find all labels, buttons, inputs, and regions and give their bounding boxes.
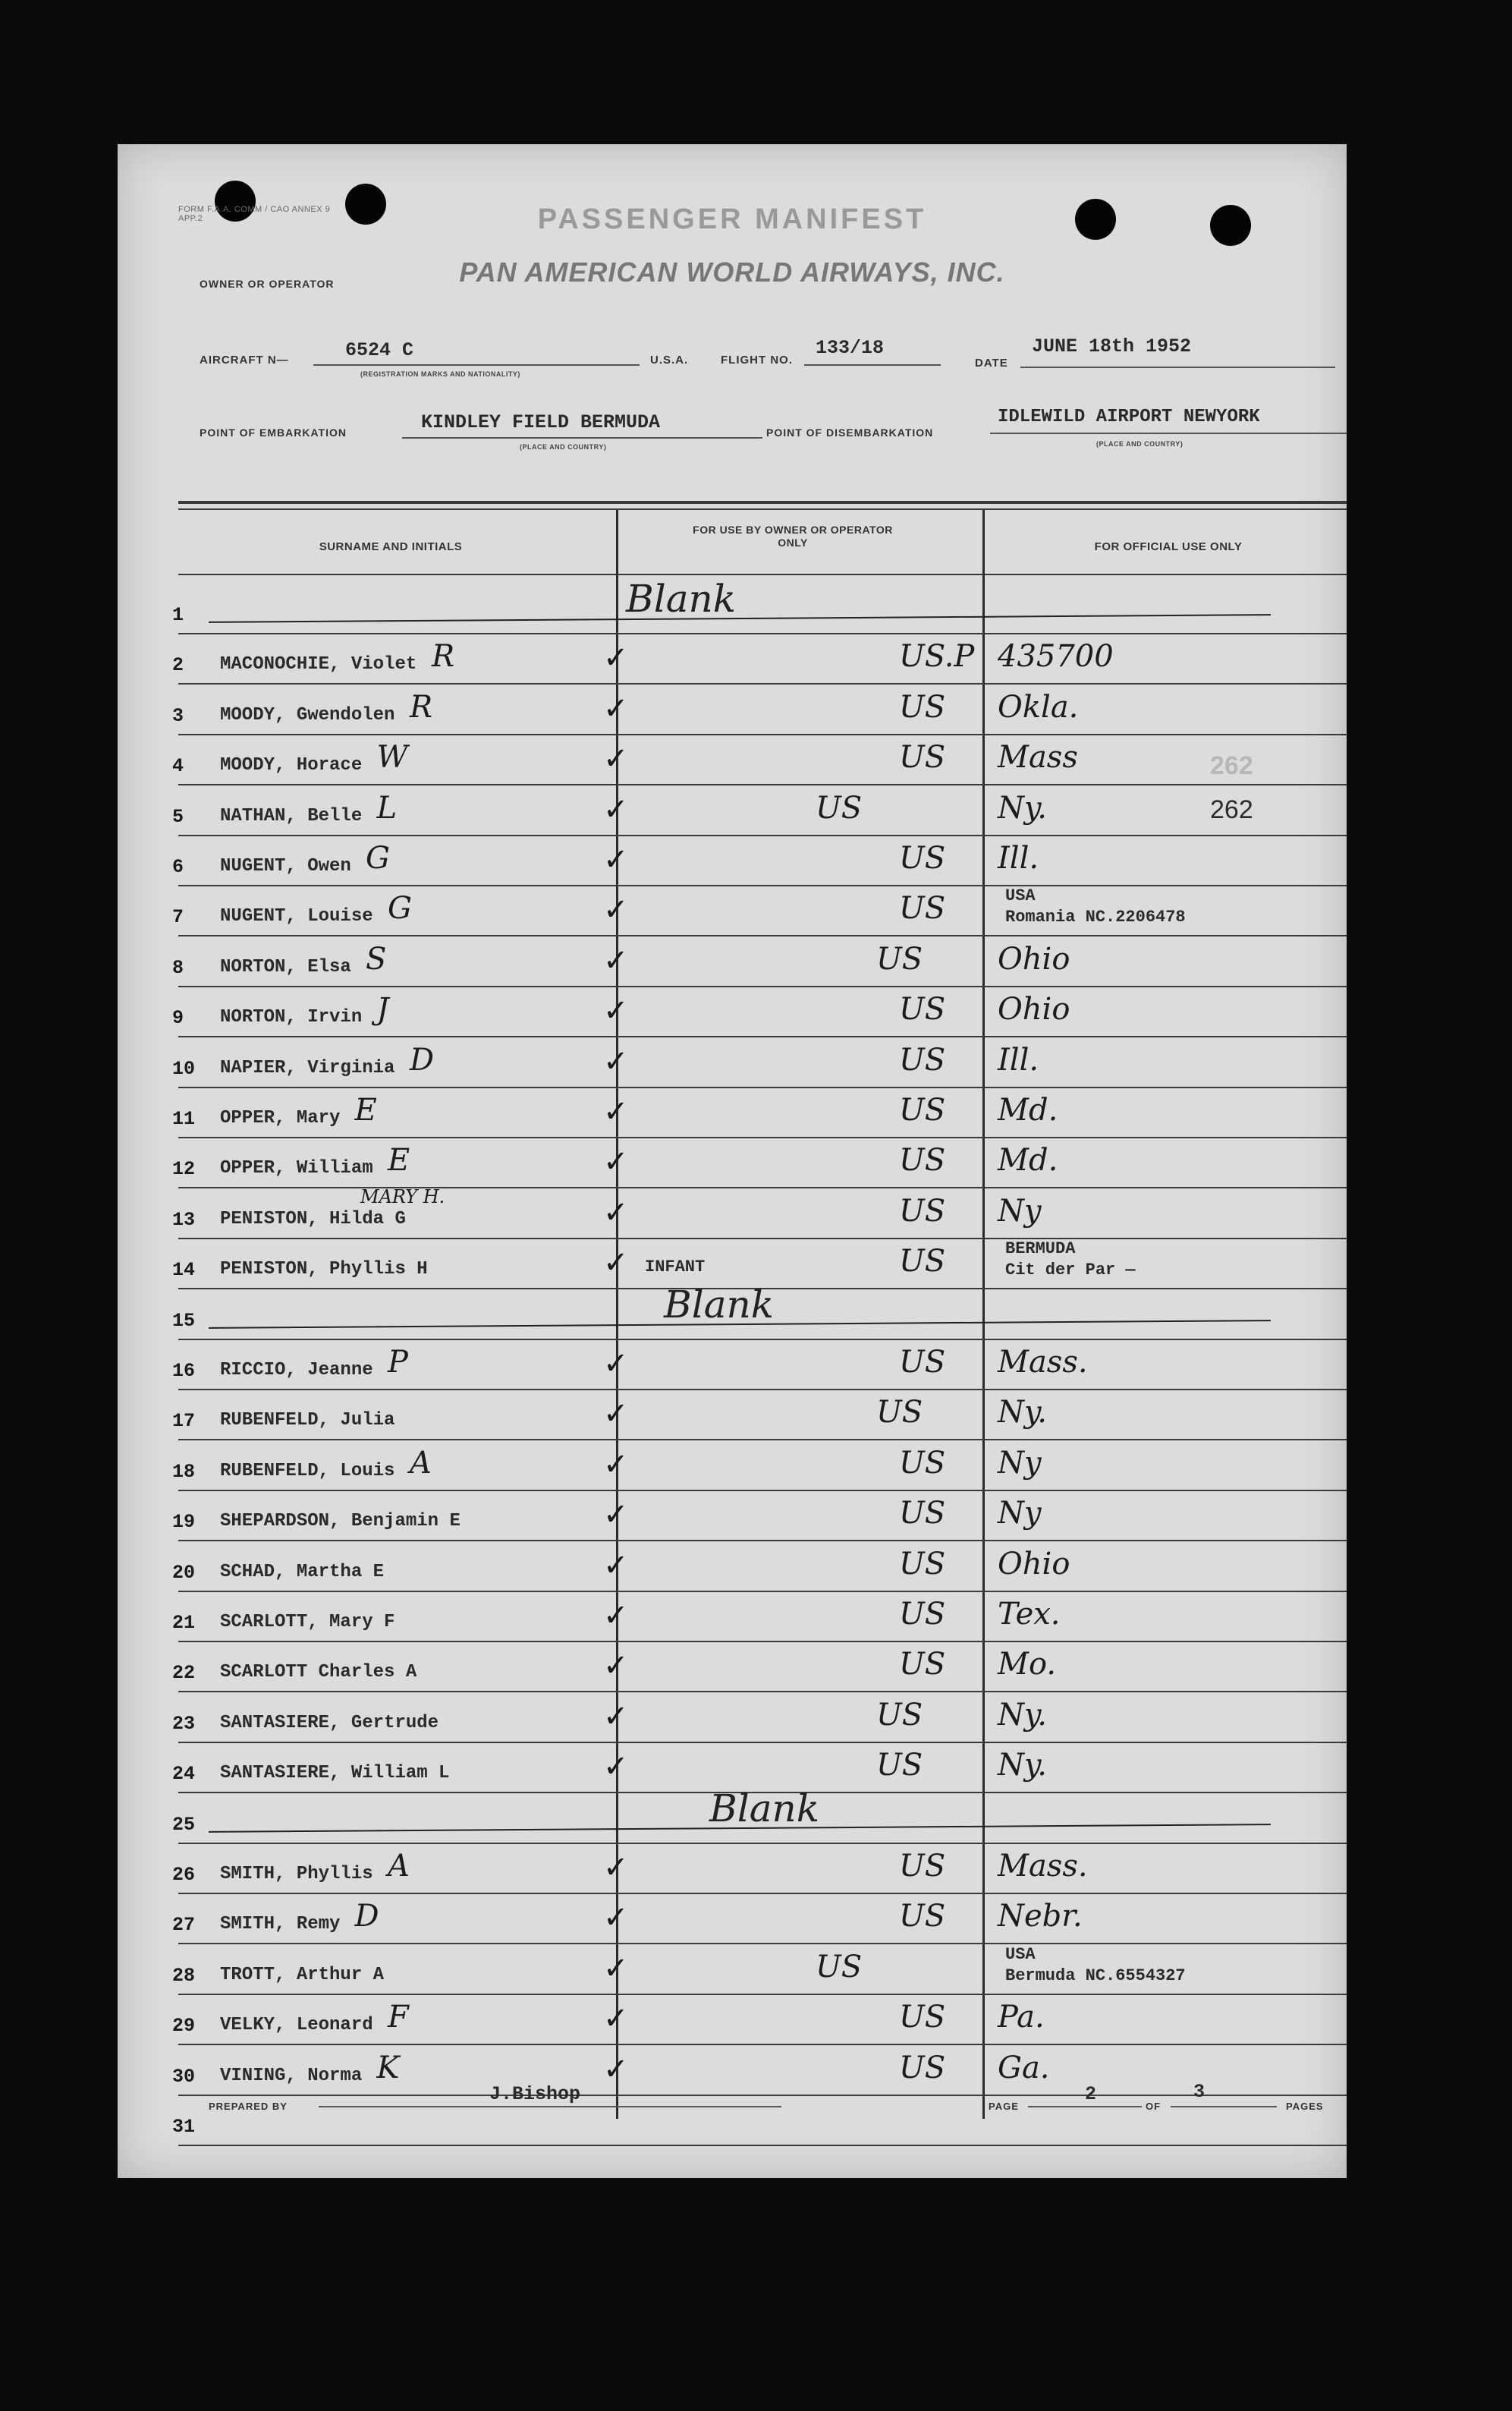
prepared-by: J.Bishop <box>489 2083 581 2105</box>
handwritten-initial: G <box>366 841 390 876</box>
official-entry: 435700 <box>998 639 1114 675</box>
owner-label: OWNER OR OPERATOR <box>200 278 335 290</box>
check-mark: ✓ <box>603 1900 629 1936</box>
official-entry: Tex. <box>998 1597 1061 1632</box>
nationality: US <box>899 740 946 776</box>
passenger-name: OPPER, Mary <box>220 1108 341 1128</box>
check-mark: ✓ <box>603 1698 629 1734</box>
column-divider-2 <box>982 510 985 2119</box>
nationality: US <box>899 1849 946 1884</box>
row-number: 16 <box>172 1360 196 1382</box>
handwritten-initial: R <box>432 639 455 675</box>
row-number: 8 <box>172 956 184 979</box>
official-entry: Mass. <box>998 1849 1088 1884</box>
nationality: US.P <box>899 639 975 675</box>
official-entry: Md. <box>998 1143 1058 1179</box>
nationality: US <box>899 2050 946 2085</box>
row-number: 4 <box>172 755 184 778</box>
handwritten-initial: F <box>388 2000 409 2035</box>
disembark-label: POINT OF DISEMBARKATION <box>766 426 934 439</box>
prepared-label: PREPARED BY <box>209 2101 288 2112</box>
official-entry: Ny <box>998 1445 1042 1481</box>
nationality: US <box>899 1496 946 1531</box>
row-number: 25 <box>172 1813 196 1836</box>
operator-name: PAN AMERICAN WORLD AIRWAYS, INC. <box>459 257 1005 288</box>
check-mark: ✓ <box>603 1094 629 1129</box>
check-mark: ✓ <box>603 1850 629 1885</box>
nationality: US <box>876 1697 923 1733</box>
official-entry: Ohio <box>998 1546 1070 1582</box>
row-rule <box>178 633 1347 634</box>
official-entry: Mass. <box>998 1345 1088 1380</box>
check-mark: ✓ <box>603 1648 629 1684</box>
nationality: US <box>899 2000 946 2035</box>
official-entry: Nebr. <box>998 1899 1083 1934</box>
row-rule <box>178 986 1347 987</box>
embark-underline <box>402 437 762 439</box>
official-entry: Ohio <box>998 992 1070 1028</box>
passenger-name: NUGENT, Owen <box>220 856 351 877</box>
row-rule <box>178 1137 1347 1138</box>
handwritten-initial: A <box>388 1849 410 1884</box>
blank-annotation: Blank <box>709 1786 820 1830</box>
row-number: 1 <box>172 604 184 626</box>
passenger-name: SANTASIERE, William L <box>220 1763 450 1784</box>
official-extra: 262 <box>1210 795 1253 824</box>
check-mark: ✓ <box>603 792 629 827</box>
aircraft-underline <box>313 364 640 366</box>
row-number: 30 <box>172 2065 196 2088</box>
passenger-name: TROTT, Arthur A <box>220 1964 385 1985</box>
check-mark: ✓ <box>603 842 629 877</box>
marginal-number: 262 <box>1210 751 1253 780</box>
nationality: US <box>816 790 863 826</box>
flight-value: 133/18 <box>816 337 885 359</box>
row-rule <box>178 2044 1347 2045</box>
handwritten-initial: R <box>410 689 433 725</box>
passenger-name: SCARLOTT, Mary F <box>220 1612 395 1632</box>
embarkation-value: KINDLEY FIELD BERMUDA <box>421 411 661 433</box>
official-entry: Ill. <box>998 841 1039 876</box>
row-number: 7 <box>172 906 184 929</box>
prepared-underline <box>319 2106 781 2107</box>
official-entry: Ohio <box>998 941 1070 977</box>
official-entry: Mass <box>998 740 1078 776</box>
handwritten-initial: K <box>376 2050 400 2085</box>
handwritten-initial: E <box>388 1143 410 1179</box>
check-mark: ✓ <box>603 1598 629 1633</box>
check-mark: ✓ <box>603 1144 629 1180</box>
official-entry: Ny. <box>998 790 1047 826</box>
row-rule <box>178 1641 1347 1642</box>
nationality: US <box>899 1445 946 1481</box>
check-mark: ✓ <box>603 1497 629 1533</box>
handwritten-initial: MARY H. <box>360 1185 445 1207</box>
row-rule <box>178 1540 1347 1541</box>
nationality: US <box>899 1345 946 1380</box>
official-typed-top: BERMUDA <box>1005 1239 1076 1259</box>
passenger-name: VINING, Norma <box>220 2065 363 2086</box>
date-underline <box>1020 367 1335 368</box>
row-number: 5 <box>172 805 184 828</box>
row-rule <box>178 1187 1347 1188</box>
of-underline <box>1171 2106 1277 2107</box>
official-typed-top: USA <box>1005 886 1036 906</box>
row-rule <box>178 1943 1347 1944</box>
handwritten-initial: S <box>366 941 387 977</box>
nationality: US <box>899 1597 946 1632</box>
nationality: US <box>876 1395 923 1431</box>
nationality: US <box>899 1546 946 1582</box>
row-rule <box>178 1893 1347 1894</box>
check-mark: ✓ <box>603 1043 629 1079</box>
passenger-name: SCHAD, Martha E <box>220 1561 385 1582</box>
check-mark: ✓ <box>603 1346 629 1381</box>
handwritten-initial: D <box>354 1899 379 1934</box>
col-official: FOR OFFICIAL USE ONLY <box>1094 540 1243 553</box>
handwritten-initial: E <box>354 1093 377 1128</box>
nationality: US <box>899 1143 946 1179</box>
disembark-sub: (PLACE AND COUNTRY) <box>1096 440 1184 448</box>
check-mark: ✓ <box>603 1547 629 1583</box>
row-number: 22 <box>172 1662 196 1685</box>
passenger-name: RICCIO, Jeanne <box>220 1360 373 1380</box>
form-id: FORM F.A.A. COMM / CAO ANNEX 9 APP.2 <box>178 205 331 223</box>
owner-note: INFANT <box>645 1257 706 1277</box>
check-mark: ✓ <box>603 691 629 726</box>
passenger-name: NORTON, Irvin <box>220 1007 363 1028</box>
nationality: US <box>899 841 946 876</box>
page-number: 2 <box>1085 2083 1097 2105</box>
official-typed: Bermuda NC.6554327 <box>1005 1966 1186 1985</box>
nationality: US <box>899 1093 946 1128</box>
row-number: 29 <box>172 2015 196 2038</box>
passenger-name: SMITH, Remy <box>220 1914 341 1935</box>
nationality: US <box>899 1647 946 1682</box>
row-number: 11 <box>172 1108 196 1130</box>
passenger-name: RUBENFELD, Julia <box>220 1410 395 1431</box>
aircraft-label: AIRCRAFT N— <box>200 354 289 367</box>
passenger-name: NORTON, Elsa <box>220 956 351 977</box>
nationality: US <box>876 941 923 977</box>
header-bottom-rule <box>178 574 1347 575</box>
nationality: US <box>899 1193 946 1229</box>
official-entry: Ny. <box>998 1697 1047 1733</box>
row-rule <box>178 1339 1347 1340</box>
row-number: 13 <box>172 1208 196 1231</box>
passenger-name: NATHAN, Belle <box>220 805 363 826</box>
official-entry: Ga. <box>998 2050 1050 2085</box>
row-number: 17 <box>172 1410 196 1433</box>
check-mark: ✓ <box>603 1950 629 1986</box>
official-entry: Md. <box>998 1093 1058 1128</box>
passenger-name: SANTASIERE, Gertrude <box>220 1712 439 1733</box>
row-number: 18 <box>172 1460 196 1483</box>
passenger-name: OPPER, William <box>220 1158 373 1179</box>
col-surname: SURNAME AND INITIALS <box>319 540 463 553</box>
blank-annotation: Blank <box>664 1282 775 1327</box>
check-mark: ✓ <box>603 1245 629 1281</box>
handwritten-initial: J <box>376 992 389 1028</box>
row-rule <box>178 1389 1347 1390</box>
row-number: 24 <box>172 1763 196 1786</box>
passenger-name: RUBENFELD, Louis <box>220 1460 395 1481</box>
row-rule <box>178 1439 1347 1440</box>
row-number: 20 <box>172 1561 196 1584</box>
row-rule <box>178 1036 1347 1037</box>
row-rule <box>178 885 1347 886</box>
row-number: 10 <box>172 1057 196 1080</box>
passenger-name: MACONOCHIE, Violet <box>220 654 417 675</box>
row-number: 3 <box>172 704 184 727</box>
handwritten-initial: P <box>388 1345 408 1380</box>
table-top-rule <box>178 501 1347 504</box>
check-mark: ✓ <box>603 1396 629 1432</box>
passenger-name: SMITH, Phyllis <box>220 1864 373 1884</box>
official-entry: Ny <box>998 1193 1042 1229</box>
check-mark: ✓ <box>603 993 629 1029</box>
row-rule <box>178 683 1347 685</box>
row-rule <box>178 1843 1347 1844</box>
check-mark: ✓ <box>603 741 629 777</box>
official-typed: Romania NC.2206478 <box>1005 908 1186 927</box>
check-mark: ✓ <box>603 892 629 928</box>
official-entry: Ny. <box>998 1395 1047 1431</box>
pages-label: PAGES <box>1286 2101 1324 2112</box>
row-rule <box>178 2095 1347 2096</box>
row-number: 9 <box>172 1007 184 1030</box>
row-number: 12 <box>172 1158 196 1181</box>
aircraft-value: 6524 C <box>345 339 414 361</box>
row-number: 15 <box>172 1309 196 1332</box>
passenger-name: PENISTON, Hilda G <box>220 1208 406 1229</box>
official-entry: Ill. <box>998 1042 1039 1078</box>
of-label: OF <box>1146 2101 1162 2112</box>
page-label: PAGE <box>989 2101 1019 2112</box>
official-entry: Mo. <box>998 1647 1057 1682</box>
row-number: 28 <box>172 1964 196 1987</box>
date-label: DATE <box>975 357 1008 370</box>
official-entry: Ny <box>998 1496 1042 1531</box>
date-value: JUNE 18th 1952 <box>1032 335 1192 357</box>
passenger-name: MOODY, Horace <box>220 755 363 776</box>
passenger-name: NUGENT, Louise <box>220 906 373 927</box>
disembarkation-value: IDLEWILD AIRPORT NEWYORK <box>998 407 1260 427</box>
row-rule <box>178 1238 1347 1239</box>
row-number: 31 <box>172 2116 196 2138</box>
row-number: 23 <box>172 1712 196 1735</box>
nationality: US <box>899 1042 946 1078</box>
passenger-name: NAPIER, Virginia <box>220 1057 395 1078</box>
of-number: 3 <box>1193 2081 1206 2103</box>
official-entry: Okla. <box>998 689 1079 725</box>
row-rule <box>178 1994 1347 1995</box>
embark-sub: (PLACE AND COUNTRY) <box>520 443 607 451</box>
registration-label: (REGISTRATION MARKS AND NATIONALITY) <box>360 370 520 378</box>
official-typed-top: USA <box>1005 1944 1036 1964</box>
nationality: US <box>899 689 946 725</box>
handwritten-initial: A <box>410 1445 432 1481</box>
row-number: 27 <box>172 1914 196 1937</box>
flight-underline <box>804 364 941 366</box>
row-number: 21 <box>172 1612 196 1634</box>
official-entry: Ny. <box>998 1748 1047 1783</box>
row-rule <box>178 1490 1347 1491</box>
handwritten-initial: L <box>376 790 398 826</box>
row-rule <box>178 734 1347 735</box>
passenger-name: SCARLOTT Charles A <box>220 1662 417 1683</box>
handwritten-initial: G <box>388 891 412 927</box>
row-number: 26 <box>172 1864 196 1886</box>
row-number: 14 <box>172 1259 196 1282</box>
check-mark: ✓ <box>603 2051 629 2087</box>
official-typed: Cit der Par — <box>1005 1261 1136 1280</box>
disembark-underline <box>990 433 1347 434</box>
row-number: 2 <box>172 654 184 677</box>
check-mark: ✓ <box>603 943 629 978</box>
row-rule <box>178 2145 1347 2146</box>
usa-label: U.S.A. <box>650 354 689 367</box>
page-title: PASSENGER MANIFEST <box>537 203 927 235</box>
row-rule <box>178 1691 1347 1692</box>
blank-annotation: Blank <box>626 577 737 621</box>
blank-strike <box>209 614 1271 623</box>
row-number: 19 <box>172 1511 196 1534</box>
handwritten-initial: W <box>376 740 408 776</box>
row-rule <box>178 1087 1347 1088</box>
check-mark: ✓ <box>603 2001 629 2037</box>
flight-label: FLIGHT NO. <box>721 354 793 367</box>
row-rule <box>178 935 1347 936</box>
check-mark: ✓ <box>603 641 629 676</box>
manifest-sheet <box>118 144 1347 2178</box>
nationality: US <box>876 1748 923 1783</box>
row-rule <box>178 1591 1347 1592</box>
col-owner-use: FOR USE BY OWNER OR OPERATOR ONLY <box>693 524 893 549</box>
embark-label: POINT OF EMBARKATION <box>200 426 347 439</box>
nationality: US <box>899 1244 946 1279</box>
check-mark: ✓ <box>603 1194 629 1230</box>
handwritten-initial: D <box>410 1042 435 1078</box>
row-rule <box>178 835 1347 836</box>
row-rule <box>178 784 1347 785</box>
row-rule <box>178 1742 1347 1743</box>
table-top-rule-2 <box>178 508 1347 510</box>
page-underline <box>1028 2106 1142 2107</box>
passenger-name: PENISTON, Phyllis H <box>220 1259 428 1280</box>
check-mark: ✓ <box>603 1749 629 1785</box>
nationality: US <box>816 1949 863 1985</box>
nationality: US <box>899 1899 946 1934</box>
official-entry: Pa. <box>998 2000 1045 2035</box>
passenger-name: MOODY, Gwendolen <box>220 704 395 726</box>
passenger-name: SHEPARDSON, Benjamin E <box>220 1511 461 1532</box>
nationality: US <box>899 891 946 927</box>
check-mark: ✓ <box>603 1446 629 1482</box>
nationality: US <box>899 992 946 1028</box>
row-number: 6 <box>172 856 184 878</box>
passenger-name: VELKY, Leonard <box>220 2015 373 2036</box>
